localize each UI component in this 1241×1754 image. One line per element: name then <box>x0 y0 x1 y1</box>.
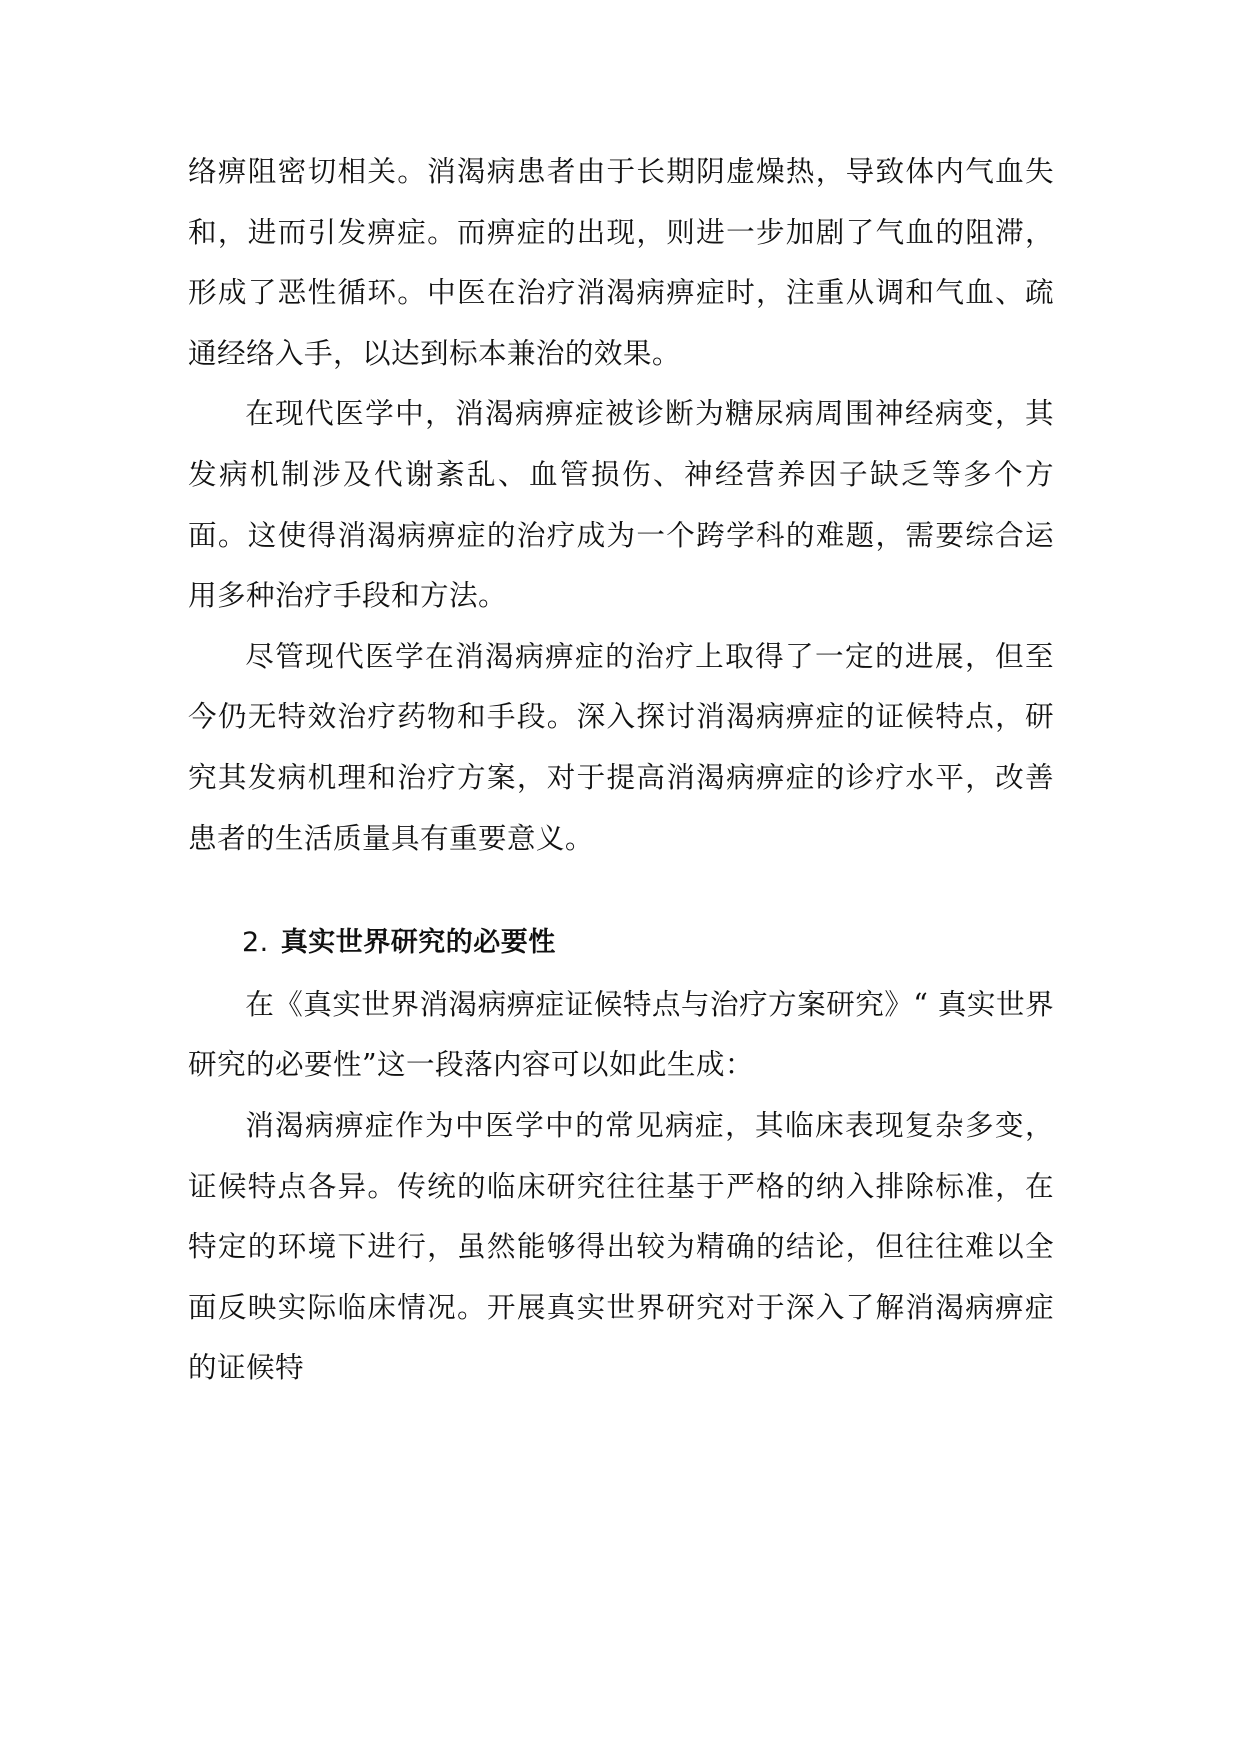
paragraph-real-world: 消渴病痹症作为中医学中的常见病症，其临床表现复杂多变，证候特点各异。传统的临床研究往往基于严格的纳入排除标准，在特定的环境下进行，虽然能够得出较为精确的结论，但往往难以全面反映实际临床情况。开展真实世界研究对于深入了解消渴病痹症的证候特 <box>188 1107 1054 1385</box>
section-number: 2. <box>242 927 269 959</box>
paragraph-modern-medicine: 在现代医学中，消渴病痹症被诊断为糖尿病周围神经病变，其发病机制涉及代谢紊乱、血管损伤、神经营养因子缺乏等多个方面。这使得消渴病痹症的治疗成为一个跨学科的难题，需要综合运用多种治疗手段和方法。 <box>188 396 1054 613</box>
paragraph-continued: 络痹阻密切相关。消渴病患者由于长期阴虚燥热，导致体内气血失和，进而引发痹症。而痹症的出现，则进一步加剧了气血的阻滞，形成了恶性循环。中医在治疗消渴病痹症时，注重从调和气血、疏通经络入手，以达到标本兼治的效果。 <box>188 154 1054 370</box>
document-page <box>188 141 1054 1398</box>
section-heading <box>188 913 1054 974</box>
paragraph-intro: 在《真实世界消渴病痹症证候特点与治疗方案研究》“ 真实世界研究的必要性”这一段落内容可以如此生成： <box>188 986 1054 1082</box>
paragraph-significance: 尽管现代医学在消渴病痹症的治疗上取得了一定的进展，但至今仍无特效治疗药物和手段。深入探讨消渴病痹症的证候特点，研究其发病机理和治疗方案，对于提高消渴病痹症的诊疗水平，改善患者的生活质量具有重要意义。 <box>188 638 1054 855</box>
section-title: 真实世界研究的必要性 <box>280 927 556 959</box>
